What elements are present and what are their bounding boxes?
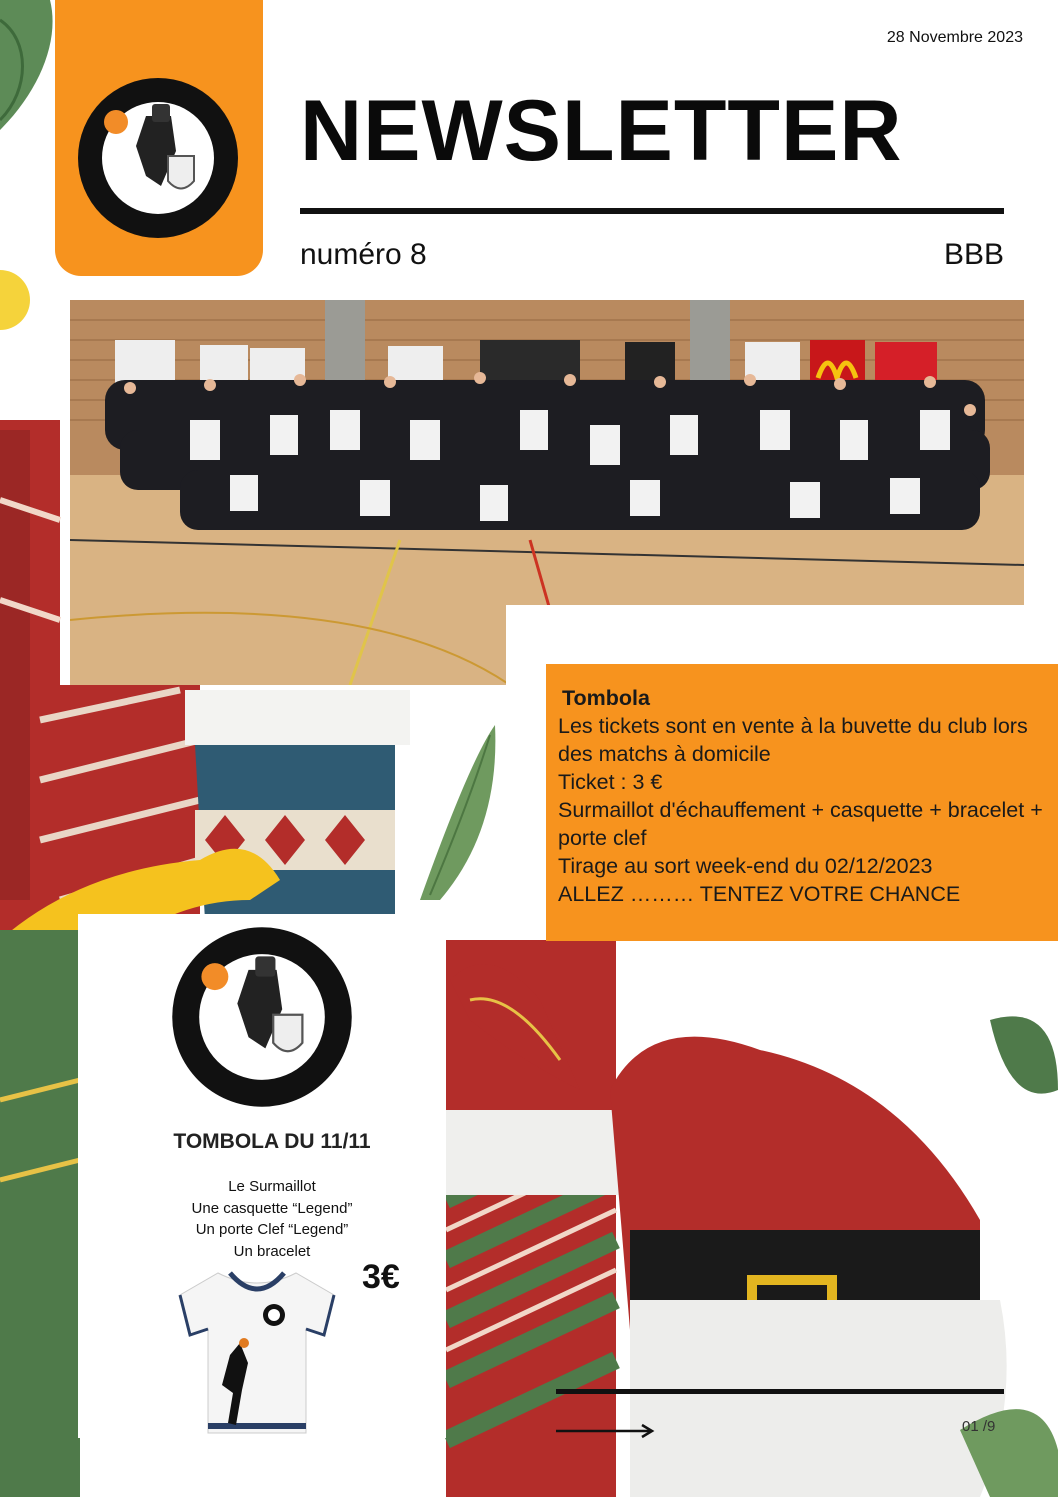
flyer-title: TOMBOLA DU 11/11 bbox=[173, 1130, 371, 1153]
flyer-prize-list bbox=[78, 1176, 466, 1262]
tombola-line: Ticket : 3 € bbox=[558, 770, 663, 794]
flyer-prize-item: Le Surmaillot bbox=[228, 1178, 316, 1195]
arrow-right-icon bbox=[556, 1423, 656, 1439]
issue-date: 28 Novembre 2023 bbox=[886, 29, 1023, 46]
flyer-prize-item: Une casquette “Legend” bbox=[191, 1199, 353, 1217]
tombola-line: ALLEZ ……… TENTEZ VOTRE CHANCE bbox=[558, 882, 961, 906]
page-title: NEWSLETTER bbox=[300, 83, 903, 179]
jersey-image bbox=[178, 1265, 336, 1435]
issue-number: numéro 8 bbox=[300, 238, 427, 271]
title-divider bbox=[300, 208, 1004, 214]
flyer-prize-item: Un bracelet bbox=[233, 1242, 311, 1260]
flyer-price: 3€ bbox=[362, 1258, 400, 1296]
flyer-prize-item: Un porte Clef “Legend” bbox=[195, 1221, 349, 1238]
tombola-line: Tirage au sort week-end du 02/12/2023 bbox=[558, 854, 933, 878]
tombola-line: Surmaillot d'échauffement + casquette + bracelet + porte clef bbox=[558, 798, 1043, 850]
club-logo bbox=[76, 76, 240, 240]
tombola-info-box bbox=[546, 664, 1058, 941]
tombola-heading: Tombola bbox=[562, 686, 650, 710]
page-number: 01 /9 bbox=[962, 1418, 996, 1435]
tombola-line: Les tickets sont en vente à la buvette du club lors des matchs à domicile bbox=[558, 714, 1028, 766]
footer-divider bbox=[556, 1389, 1004, 1394]
club-tag: BBB bbox=[943, 238, 1004, 271]
flyer-club-logo bbox=[170, 925, 354, 1109]
